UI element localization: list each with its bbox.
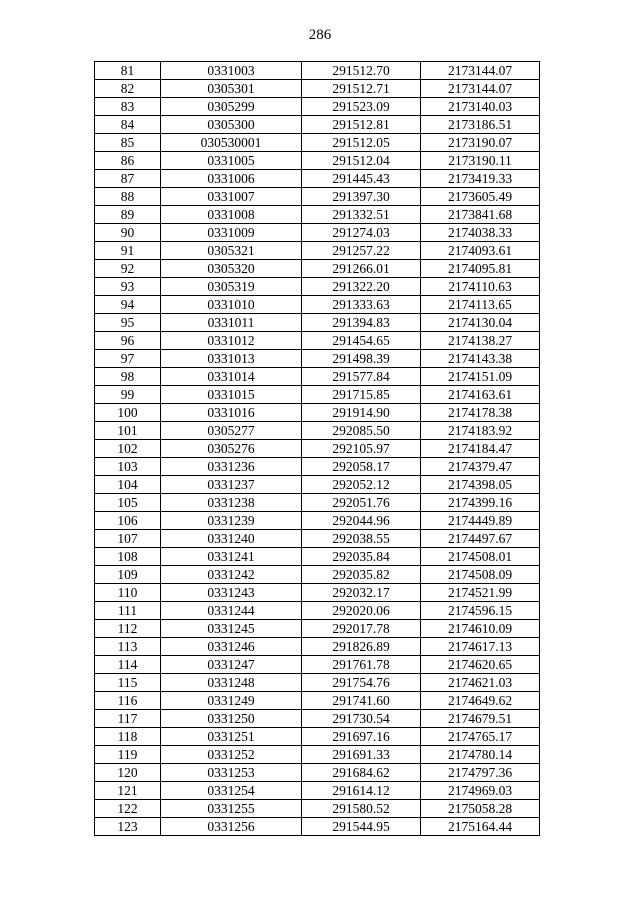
point-id-cell: 0331249: [161, 692, 302, 710]
point-number-cell: 116: [95, 692, 161, 710]
table-row: [95, 368, 540, 386]
x-coordinate-cell: 291741.60: [302, 692, 421, 710]
point-number-cell: 98: [95, 368, 161, 386]
point-id-cell: 0331254: [161, 782, 302, 800]
point-id-cell: 0331013: [161, 350, 302, 368]
point-number-cell: 112: [95, 620, 161, 638]
y-coordinate-cell: 2174143.38: [421, 350, 540, 368]
table-row: [95, 548, 540, 566]
table-row: [95, 782, 540, 800]
point-number-cell: 91: [95, 242, 161, 260]
table-row: [95, 620, 540, 638]
y-coordinate-cell: 2174151.09: [421, 368, 540, 386]
point-id-cell: 0305321: [161, 242, 302, 260]
point-id-cell: 0331239: [161, 512, 302, 530]
y-coordinate-cell: 2174780.14: [421, 746, 540, 764]
y-coordinate-cell: 2174610.09: [421, 620, 540, 638]
point-id-cell: 0331238: [161, 494, 302, 512]
table-row: [95, 476, 540, 494]
point-number-cell: 107: [95, 530, 161, 548]
table-row: [95, 188, 540, 206]
coordinates-table: [94, 61, 540, 836]
y-coordinate-cell: 2175164.44: [421, 818, 540, 836]
y-coordinate-cell: 2174093.61: [421, 242, 540, 260]
table-row: [95, 710, 540, 728]
y-coordinate-cell: 2174398.05: [421, 476, 540, 494]
table-row: [95, 566, 540, 584]
point-number-cell: 105: [95, 494, 161, 512]
x-coordinate-cell: 291580.52: [302, 800, 421, 818]
point-number-cell: 119: [95, 746, 161, 764]
x-coordinate-cell: 291715.85: [302, 386, 421, 404]
y-coordinate-cell: 2174679.51: [421, 710, 540, 728]
point-id-cell: 0331240: [161, 530, 302, 548]
x-coordinate-cell: 292035.82: [302, 566, 421, 584]
y-coordinate-cell: 2173186.51: [421, 116, 540, 134]
x-coordinate-cell: 291512.04: [302, 152, 421, 170]
point-id-cell: 0331009: [161, 224, 302, 242]
table-row: [95, 404, 540, 422]
x-coordinate-cell: 291512.70: [302, 62, 421, 80]
coordinates-table-body: [95, 62, 540, 836]
point-id-cell: 0331246: [161, 638, 302, 656]
point-id-cell: 0331253: [161, 764, 302, 782]
x-coordinate-cell: 291754.76: [302, 674, 421, 692]
point-id-cell: 0331247: [161, 656, 302, 674]
point-number-cell: 118: [95, 728, 161, 746]
point-id-cell: 0331241: [161, 548, 302, 566]
point-number-cell: 89: [95, 206, 161, 224]
point-id-cell: 0331006: [161, 170, 302, 188]
table-row: [95, 278, 540, 296]
table-row: [95, 134, 540, 152]
table-row: [95, 656, 540, 674]
point-number-cell: 104: [95, 476, 161, 494]
table-row: [95, 422, 540, 440]
y-coordinate-cell: 2174765.17: [421, 728, 540, 746]
x-coordinate-cell: 292051.76: [302, 494, 421, 512]
point-id-cell: 0331255: [161, 800, 302, 818]
x-coordinate-cell: 291730.54: [302, 710, 421, 728]
y-coordinate-cell: 2174621.03: [421, 674, 540, 692]
x-coordinate-cell: 291684.62: [302, 764, 421, 782]
x-coordinate-cell: 292052.12: [302, 476, 421, 494]
y-coordinate-cell: 2174183.92: [421, 422, 540, 440]
point-id-cell: 0331256: [161, 818, 302, 836]
table-row: [95, 638, 540, 656]
point-number-cell: 123: [95, 818, 161, 836]
table-row: [95, 602, 540, 620]
y-coordinate-cell: 2174110.63: [421, 278, 540, 296]
y-coordinate-cell: 2173140.03: [421, 98, 540, 116]
table-row: [95, 152, 540, 170]
y-coordinate-cell: 2173144.07: [421, 62, 540, 80]
table-row: [95, 818, 540, 836]
point-number-cell: 117: [95, 710, 161, 728]
x-coordinate-cell: 291394.83: [302, 314, 421, 332]
point-id-cell: 0331248: [161, 674, 302, 692]
x-coordinate-cell: 291577.84: [302, 368, 421, 386]
y-coordinate-cell: 2173144.07: [421, 80, 540, 98]
x-coordinate-cell: 291691.33: [302, 746, 421, 764]
x-coordinate-cell: 291614.12: [302, 782, 421, 800]
y-coordinate-cell: 2173190.07: [421, 134, 540, 152]
table-row: [95, 386, 540, 404]
table-row: [95, 746, 540, 764]
x-coordinate-cell: 291512.81: [302, 116, 421, 134]
point-id-cell: 0331243: [161, 584, 302, 602]
point-id-cell: 0331003: [161, 62, 302, 80]
x-coordinate-cell: 291333.63: [302, 296, 421, 314]
y-coordinate-cell: 2174138.27: [421, 332, 540, 350]
y-coordinate-cell: 2174163.61: [421, 386, 540, 404]
point-number-cell: 86: [95, 152, 161, 170]
y-coordinate-cell: 2174649.62: [421, 692, 540, 710]
point-id-cell: 0305300: [161, 116, 302, 134]
table-row: [95, 458, 540, 476]
point-number-cell: 122: [95, 800, 161, 818]
x-coordinate-cell: 292038.55: [302, 530, 421, 548]
point-number-cell: 88: [95, 188, 161, 206]
table-row: [95, 170, 540, 188]
y-coordinate-cell: 2174113.65: [421, 296, 540, 314]
point-id-cell: 0331007: [161, 188, 302, 206]
x-coordinate-cell: 292032.17: [302, 584, 421, 602]
table-row: [95, 314, 540, 332]
point-id-cell: 0331244: [161, 602, 302, 620]
point-number-cell: 97: [95, 350, 161, 368]
point-id-cell: 0331251: [161, 728, 302, 746]
point-id-cell: 030530001: [161, 134, 302, 152]
point-number-cell: 84: [95, 116, 161, 134]
x-coordinate-cell: 291257.22: [302, 242, 421, 260]
table-row: [95, 350, 540, 368]
point-number-cell: 101: [95, 422, 161, 440]
x-coordinate-cell: 291914.90: [302, 404, 421, 422]
y-coordinate-cell: 2173605.49: [421, 188, 540, 206]
table-row: [95, 800, 540, 818]
point-number-cell: 109: [95, 566, 161, 584]
point-id-cell: 0331008: [161, 206, 302, 224]
point-id-cell: 0305277: [161, 422, 302, 440]
point-number-cell: 115: [95, 674, 161, 692]
point-number-cell: 94: [95, 296, 161, 314]
x-coordinate-cell: 291266.01: [302, 260, 421, 278]
point-id-cell: 0305299: [161, 98, 302, 116]
point-id-cell: 0331015: [161, 386, 302, 404]
x-coordinate-cell: 291544.95: [302, 818, 421, 836]
x-coordinate-cell: 291697.16: [302, 728, 421, 746]
y-coordinate-cell: 2174969.03: [421, 782, 540, 800]
y-coordinate-cell: 2173841.68: [421, 206, 540, 224]
point-id-cell: 0331016: [161, 404, 302, 422]
y-coordinate-cell: 2174184.47: [421, 440, 540, 458]
x-coordinate-cell: 292017.78: [302, 620, 421, 638]
table-row: [95, 260, 540, 278]
x-coordinate-cell: 292058.17: [302, 458, 421, 476]
table-row: [95, 80, 540, 98]
x-coordinate-cell: 291512.71: [302, 80, 421, 98]
point-id-cell: 0331250: [161, 710, 302, 728]
point-number-cell: 120: [95, 764, 161, 782]
x-coordinate-cell: 292105.97: [302, 440, 421, 458]
y-coordinate-cell: 2174620.65: [421, 656, 540, 674]
y-coordinate-cell: 2174095.81: [421, 260, 540, 278]
point-number-cell: 106: [95, 512, 161, 530]
table-row: [95, 692, 540, 710]
y-coordinate-cell: 2174497.67: [421, 530, 540, 548]
point-number-cell: 93: [95, 278, 161, 296]
point-id-cell: 0331236: [161, 458, 302, 476]
y-coordinate-cell: 2174178.38: [421, 404, 540, 422]
table-row: [95, 206, 540, 224]
point-number-cell: 114: [95, 656, 161, 674]
table-row: [95, 98, 540, 116]
point-id-cell: 0305276: [161, 440, 302, 458]
x-coordinate-cell: 291523.09: [302, 98, 421, 116]
point-id-cell: 0331010: [161, 296, 302, 314]
table-row: [95, 332, 540, 350]
point-number-cell: 81: [95, 62, 161, 80]
point-number-cell: 92: [95, 260, 161, 278]
x-coordinate-cell: 291761.78: [302, 656, 421, 674]
y-coordinate-cell: 2175058.28: [421, 800, 540, 818]
table-row: [95, 224, 540, 242]
x-coordinate-cell: 292044.96: [302, 512, 421, 530]
y-coordinate-cell: 2174449.89: [421, 512, 540, 530]
table-row: [95, 530, 540, 548]
table-row: [95, 728, 540, 746]
table-row: [95, 764, 540, 782]
point-number-cell: 100: [95, 404, 161, 422]
point-number-cell: 96: [95, 332, 161, 350]
y-coordinate-cell: 2174797.36: [421, 764, 540, 782]
x-coordinate-cell: 291397.30: [302, 188, 421, 206]
y-coordinate-cell: 2173190.11: [421, 152, 540, 170]
point-number-cell: 90: [95, 224, 161, 242]
x-coordinate-cell: 292085.50: [302, 422, 421, 440]
point-id-cell: 0331005: [161, 152, 302, 170]
y-coordinate-cell: 2174596.15: [421, 602, 540, 620]
x-coordinate-cell: 291322.20: [302, 278, 421, 296]
point-id-cell: 0305301: [161, 80, 302, 98]
table-row: [95, 494, 540, 512]
y-coordinate-cell: 2174617.13: [421, 638, 540, 656]
table-row: [95, 512, 540, 530]
point-number-cell: 103: [95, 458, 161, 476]
y-coordinate-cell: 2174508.09: [421, 566, 540, 584]
y-coordinate-cell: 2174399.16: [421, 494, 540, 512]
point-id-cell: 0331242: [161, 566, 302, 584]
table-row: [95, 440, 540, 458]
x-coordinate-cell: 291445.43: [302, 170, 421, 188]
y-coordinate-cell: 2173419.33: [421, 170, 540, 188]
x-coordinate-cell: 292035.84: [302, 548, 421, 566]
point-number-cell: 110: [95, 584, 161, 602]
x-coordinate-cell: 291498.39: [302, 350, 421, 368]
table-row: [95, 584, 540, 602]
table-row: [95, 296, 540, 314]
x-coordinate-cell: 292020.06: [302, 602, 421, 620]
table-row: [95, 116, 540, 134]
point-number-cell: 111: [95, 602, 161, 620]
table-row: [95, 242, 540, 260]
point-number-cell: 95: [95, 314, 161, 332]
point-id-cell: 0331252: [161, 746, 302, 764]
x-coordinate-cell: 291454.65: [302, 332, 421, 350]
x-coordinate-cell: 291332.51: [302, 206, 421, 224]
point-id-cell: 0331014: [161, 368, 302, 386]
table-row: [95, 62, 540, 80]
x-coordinate-cell: 291826.89: [302, 638, 421, 656]
y-coordinate-cell: 2174379.47: [421, 458, 540, 476]
page-number: 286: [308, 27, 332, 43]
point-number-cell: 99: [95, 386, 161, 404]
point-number-cell: 102: [95, 440, 161, 458]
point-number-cell: 108: [95, 548, 161, 566]
y-coordinate-cell: 2174130.04: [421, 314, 540, 332]
point-id-cell: 0331011: [161, 314, 302, 332]
point-id-cell: 0305320: [161, 260, 302, 278]
point-id-cell: 0331012: [161, 332, 302, 350]
x-coordinate-cell: 291274.03: [302, 224, 421, 242]
point-number-cell: 87: [95, 170, 161, 188]
point-id-cell: 0331245: [161, 620, 302, 638]
point-number-cell: 83: [95, 98, 161, 116]
table-row: [95, 674, 540, 692]
y-coordinate-cell: 2174521.99: [421, 584, 540, 602]
x-coordinate-cell: 291512.05: [302, 134, 421, 152]
point-number-cell: 85: [95, 134, 161, 152]
point-number-cell: 82: [95, 80, 161, 98]
point-number-cell: 121: [95, 782, 161, 800]
y-coordinate-cell: 2174038.33: [421, 224, 540, 242]
point-id-cell: 0331237: [161, 476, 302, 494]
y-coordinate-cell: 2174508.01: [421, 548, 540, 566]
point-id-cell: 0305319: [161, 278, 302, 296]
point-number-cell: 113: [95, 638, 161, 656]
